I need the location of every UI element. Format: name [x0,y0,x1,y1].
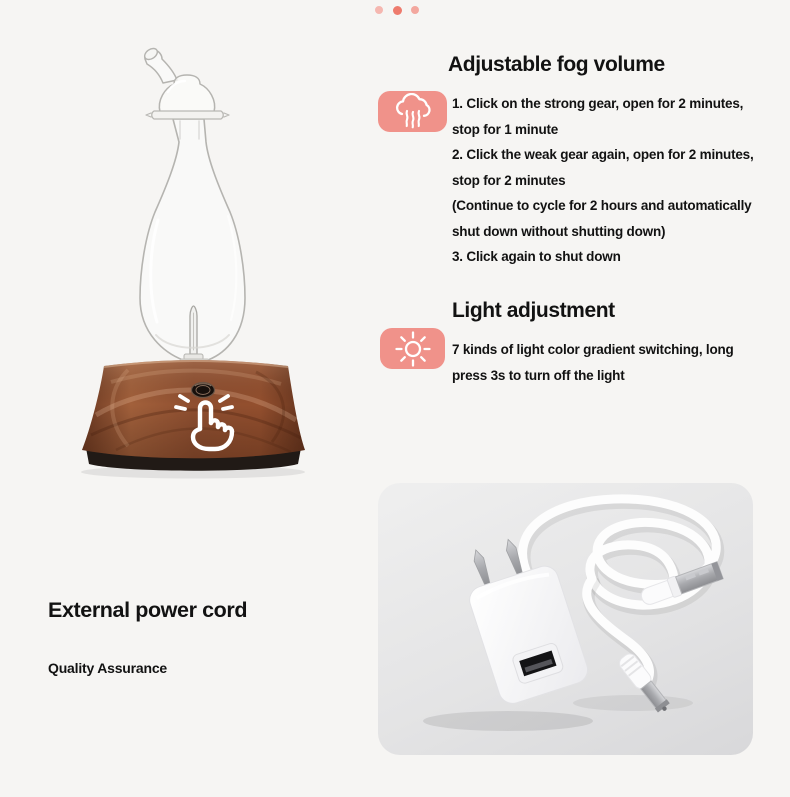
pagination-dot [411,6,419,14]
plug-prong [471,548,492,587]
fog-instruction-line: stop for 2 minutes [452,172,566,188]
fog-instruction-line: (Continue to cycle for 2 hours and automatically [452,198,752,213]
fog-instruction-line: 1. Click on the strong gear, open for 2 minutes, [452,96,744,111]
fog-section-title: Adjustable fog volume [448,53,665,76]
glass-vessel [140,46,245,370]
diffuser-product-image [56,20,336,490]
sun-icon [394,330,432,368]
fog-instruction-line: shut down without shutting down) [452,223,666,239]
wood-base [76,355,316,471]
power-button[interactable] [192,383,215,398]
light-instructions [452,337,734,389]
fog-cloud-icon [393,93,433,131]
fog-instruction-line: 3. Click again to shut down [452,249,621,264]
fog-icon-badge [378,91,447,132]
light-instruction-line: 7 kinds of light color gradient switching, long [452,342,734,357]
quality-assurance-label: Quality Assurance [48,660,168,676]
shadow [573,695,693,711]
light-icon-badge [380,328,445,369]
fog-instructions [452,91,754,270]
wood-grain [76,355,316,465]
shadow [423,711,593,731]
fog-instruction-line: stop for 1 minute [452,121,559,137]
fog-instruction-line: 2. Click the weak gear again, open for 2 minutes, [452,147,754,162]
pagination-dot [375,6,383,14]
usb-power-adapter-and-cable-photo [378,483,753,755]
power-cord-title: External power cord [48,598,248,622]
light-section-title: Light adjustment [452,299,615,322]
light-instruction-line: press 3s to turn off the light [452,368,625,383]
accessories-photo-panel [378,483,753,755]
pagination-dot-active [393,6,402,15]
